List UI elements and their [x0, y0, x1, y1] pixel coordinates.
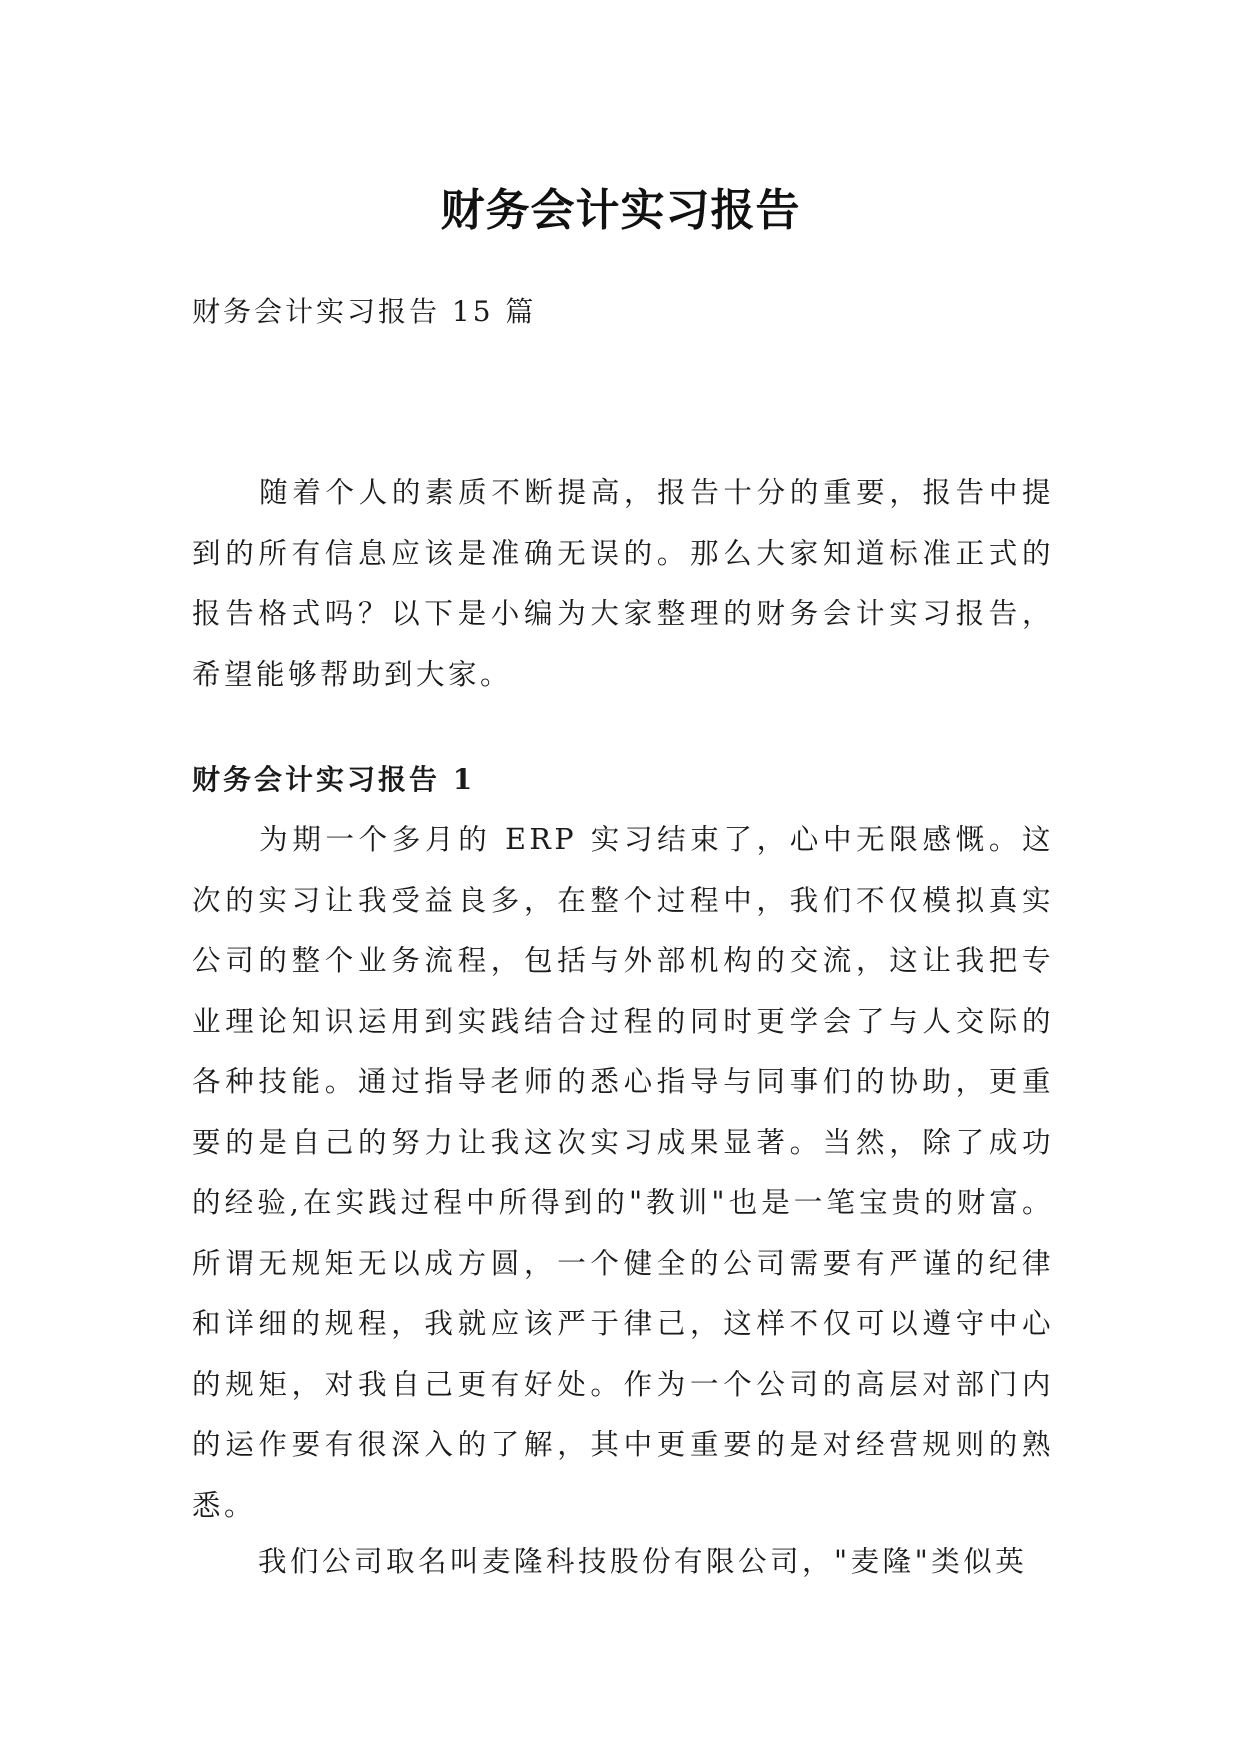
- paragraph-1-text: 为期一个多月的 ERP 实习结束了，心中无限感慨。这次的实习让我受益良多，在整个过程中，我们不仅模拟真实公司的整个业务流程，包括与外部机构的交流，这让我把专业理论知识运用到实践结合过程的同时更学会了与人交际的各种技能。通过指导老师的悉心指导与同事们的协助，更重要的是自己的努力让我这次实习成果显著。当然，除了成功的经验,在实践过程中所得到的"教训"也是一笔宝贵的财富。所谓无规矩无以成方圆，一个健全的公司需要有严谨的纪律和详细的规程，我就应该严于律己，这样不仅可以遵守中心的规矩，对我自己更有好处。作为一个公司的高层对部门内的运作要有很深入的了解，其中更重要的是对经营规则的熟悉。: [192, 823, 1054, 1522]
- paragraph-2-text: 我们公司取名叫麦隆科技股份有限公司，"麦隆"类似英: [258, 1545, 1028, 1578]
- body-paragraph-1: [192, 810, 1054, 1536]
- body-paragraph-2: [192, 1532, 1054, 1593]
- intro-text: 随着个人的素质不断提高，报告十分的重要，报告中提到的所有信息应该是准确无误的。那么大家知道标准正式的报告格式吗？以下是小编为大家整理的财务会计实习报告，希望能够帮助到大家。: [192, 476, 1054, 691]
- document-title: 财务会计实习报告: [440, 185, 801, 237]
- document-subtitle: 财务会计实习报告 15 篇: [192, 295, 537, 328]
- section-heading: 财务会计实习报告 1: [192, 763, 476, 796]
- intro-paragraph: [192, 463, 1054, 705]
